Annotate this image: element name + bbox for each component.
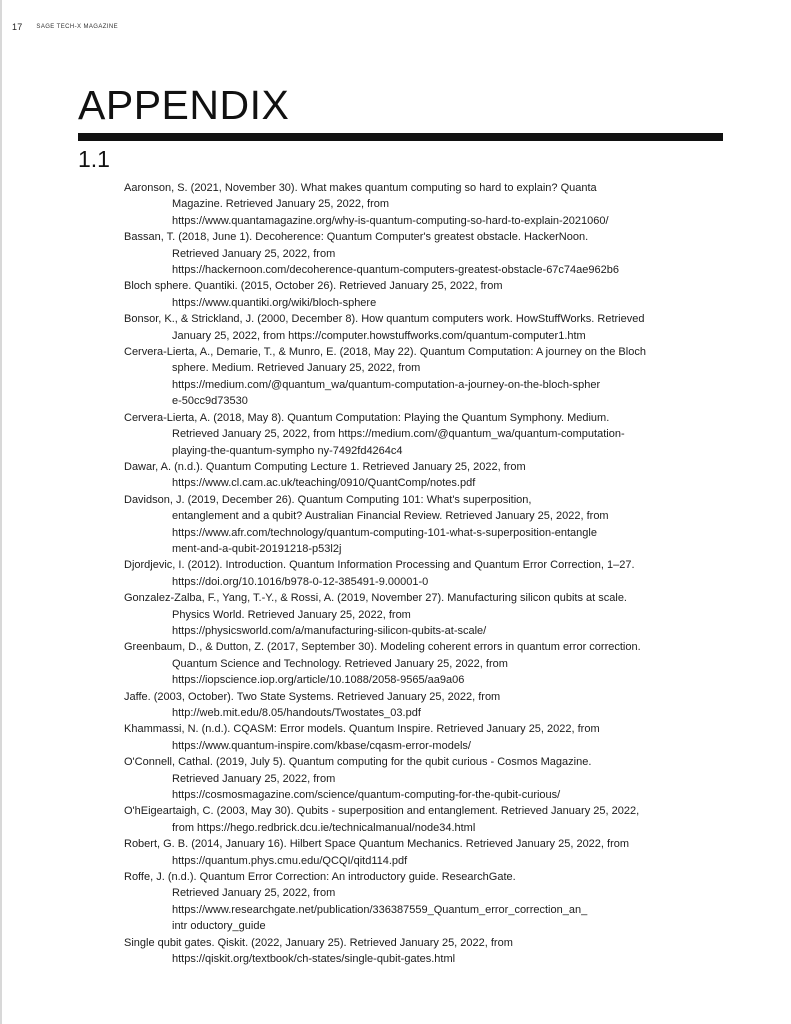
reference-continuation-line: Retrieved January 25, 2022, from [172, 772, 336, 785]
reference-entry [124, 278, 696, 311]
reference-entry [124, 689, 696, 722]
reference-first-line: Bloch sphere. Quantiki. (2015, October 26). Retrieved January 25, 2022, from [124, 280, 503, 293]
reference-first-line: Roffe, J. (n.d.). Quantum Error Correction: An introductory guide. ResearchGate. [124, 871, 516, 884]
reference-first-line: Robert, G. B. (2014, January 16). Hilbert Space Quantum Mechanics. Retrieved January 25, 2022, from [124, 838, 630, 851]
reference-first-line: Cervera-Lierta, A., Demarie, T., & Munro, E. (2018, May 22). Quantum Computation: A journey on the Bloch [124, 346, 646, 359]
reference-continuation-line: Quantum Science and Technology. Retrieved January 25, 2022, from [172, 657, 508, 670]
reference-continuation-line: Physics World. Retrieved January 25, 2022, from [172, 608, 411, 621]
reference-entry [124, 935, 696, 968]
reference-continuation-line: https://www.researchgate.net/publication/336387559_Quantum_error_correction_an_ [172, 903, 588, 916]
reference-first-line: Bassan, T. (2018, June 1). Decoherence: Quantum Computer's greatest obstacle. HackerNoon. [124, 231, 589, 244]
reference-entry [124, 639, 696, 688]
reference-continuation-line: https://medium.com/@quantum_wa/quantum-computation-a-journey-on-the-bloch-spher [172, 378, 601, 391]
reference-entry [124, 754, 696, 803]
page-title: APPENDIX [78, 82, 290, 128]
reference-continuation-line: from https://hego.redbrick.dcu.ie/technicalmanual/node34.html [172, 821, 476, 834]
reference-first-line: Dawar, A. (n.d.). Quantum Computing Lecture 1. Retrieved January 25, 2022, from [124, 460, 526, 473]
reference-continuation-line: entanglement and a qubit? Australian Financial Review. Retrieved January 25, 2022, from [172, 510, 609, 523]
reference-continuation-line: https://www.quantum-inspire.com/kbase/cqasm-error-models/ [172, 739, 471, 752]
reference-first-line: Gonzalez-Zalba, F., Yang, T.-Y., & Rossi, A. (2019, November 27). Manufacturing silicon qubits at scale. [124, 592, 627, 605]
reference-continuation-line: Retrieved January 25, 2022, from [172, 887, 336, 900]
reference-first-line: Djordjevic, I. (2012). Introduction. Quantum Information Processing and Quantum Error Correction, 1–27. [124, 559, 635, 572]
reference-continuation-line: https://hackernoon.com/decoherence-quantum-computers-greatest-obstacle-67c74ae962b6 [172, 264, 619, 277]
reference-continuation-line: https://cosmosmagazine.com/science/quantum-computing-for-the-qubit-curious/ [172, 789, 561, 802]
reference-first-line: Cervera-Lierta, A. (2018, May 8). Quantum Computation: Playing the Quantum Symphony. Medium. [124, 411, 610, 424]
reference-first-line: Khammassi, N. (n.d.). CQASM: Error models. Quantum Inspire. Retrieved January 25, 2022, from [124, 723, 600, 736]
reference-continuation-line: http://web.mit.edu/8.05/handouts/Twostates_03.pdf [172, 707, 421, 719]
reference-continuation-line: https://physicsworld.com/a/manufacturing-silicon-qubits-at-scale/ [172, 624, 487, 637]
section-number: 1.1 [78, 146, 110, 172]
reference-entry [124, 344, 696, 410]
reference-continuation-line: https://www.quantiki.org/wiki/bloch-sphere [172, 296, 377, 309]
reference-first-line: Davidson, J. (2019, December 26). Quantum Computing 101: What's superposition, [124, 493, 532, 506]
reference-first-line: O'hEigeartaigh, C. (2003, May 30). Qubits - superposition and entanglement. Retrieved January 25, 2022, [124, 805, 640, 818]
reference-list [124, 180, 696, 968]
page-number: 17 [12, 22, 23, 32]
reference-continuation-line: https://www.cl.cam.ac.uk/teaching/0910/QuantComp/notes.pdf [172, 477, 476, 490]
reference-continuation-line: Retrieved January 25, 2022, from [172, 247, 336, 260]
reference-first-line: Greenbaum, D., & Dutton, Z. (2017, September 30). Modeling coherent errors in quantum error correction. [124, 641, 641, 654]
reference-entry [124, 229, 696, 278]
reference-continuation-line: Retrieved January 25, 2022, from https://medium.com/@quantum_wa/quantum-computation- [172, 428, 625, 441]
magazine-name: SAGE TECH-X MAGAZINE [36, 24, 118, 30]
reference-entry [124, 180, 696, 229]
reference-continuation-line: intr oductory_guide [172, 920, 266, 933]
reference-continuation-line: https://www.afr.com/technology/quantum-computing-101-what-s-superposition-entangle [172, 526, 597, 539]
page-edge [0, 0, 2, 1024]
reference-continuation-line: https://www.quantamagazine.org/why-is-quantum-computing-so-hard-to-explain-2021060/ [172, 214, 609, 227]
reference-first-line: Aaronson, S. (2021, November 30). What makes quantum computing so hard to explain? Quanta [124, 182, 597, 194]
reference-entry [124, 721, 696, 754]
reference-first-line: Jaffe. (2003, October). Two State Systems. Retrieved January 25, 2022, from [124, 690, 501, 703]
reference-entry [124, 459, 696, 492]
reference-first-line: Bonsor, K., & Strickland, J. (2000, December 8). How quantum computers work. HowStuffWorks. Retrieved [124, 313, 645, 326]
reference-entry [124, 311, 696, 344]
reference-continuation-line: January 25, 2022, from https://computer.howstuffworks.com/quantum-computer1.htm [172, 329, 586, 342]
reference-entry [124, 590, 696, 639]
reference-first-line: O'Connell, Cathal. (2019, July 5). Quantum computing for the qubit curious - Cosmos Magazine. [124, 756, 592, 769]
reference-continuation-line: ment-and-a-qubit-20191218-p53l2j [172, 542, 342, 555]
reference-entry [124, 836, 696, 869]
reference-first-line: Single qubit gates. Qiskit. (2022, January 25). Retrieved January 25, 2022, from [124, 936, 513, 949]
reference-continuation-line: playing-the-quantum-sympho ny-7492fd4264c4 [172, 444, 403, 457]
reference-continuation-line: https://quantum.phys.cmu.edu/QCQI/qitd114.pdf [172, 854, 408, 867]
title-rule [78, 133, 723, 141]
reference-continuation-line: https://iopscience.iop.org/article/10.1088/2058-9565/aa9a06 [172, 674, 465, 687]
reference-continuation-line: e-50cc9d73530 [172, 395, 248, 408]
reference-continuation-line: https://qiskit.org/textbook/ch-states/single-qubit-gates.html [172, 953, 456, 966]
reference-entry [124, 557, 696, 590]
reference-entry [124, 869, 696, 935]
reference-entry [124, 803, 696, 836]
reference-entry [124, 410, 696, 459]
reference-continuation-line: Magazine. Retrieved January 25, 2022, from [172, 198, 390, 211]
reference-continuation-line: sphere. Medium. Retrieved January 25, 2022, from [172, 362, 421, 375]
reference-continuation-line: https://doi.org/10.1016/b978-0-12-385491-9.00001-0 [172, 575, 429, 588]
reference-entry [124, 492, 696, 558]
page-header [12, 22, 118, 32]
